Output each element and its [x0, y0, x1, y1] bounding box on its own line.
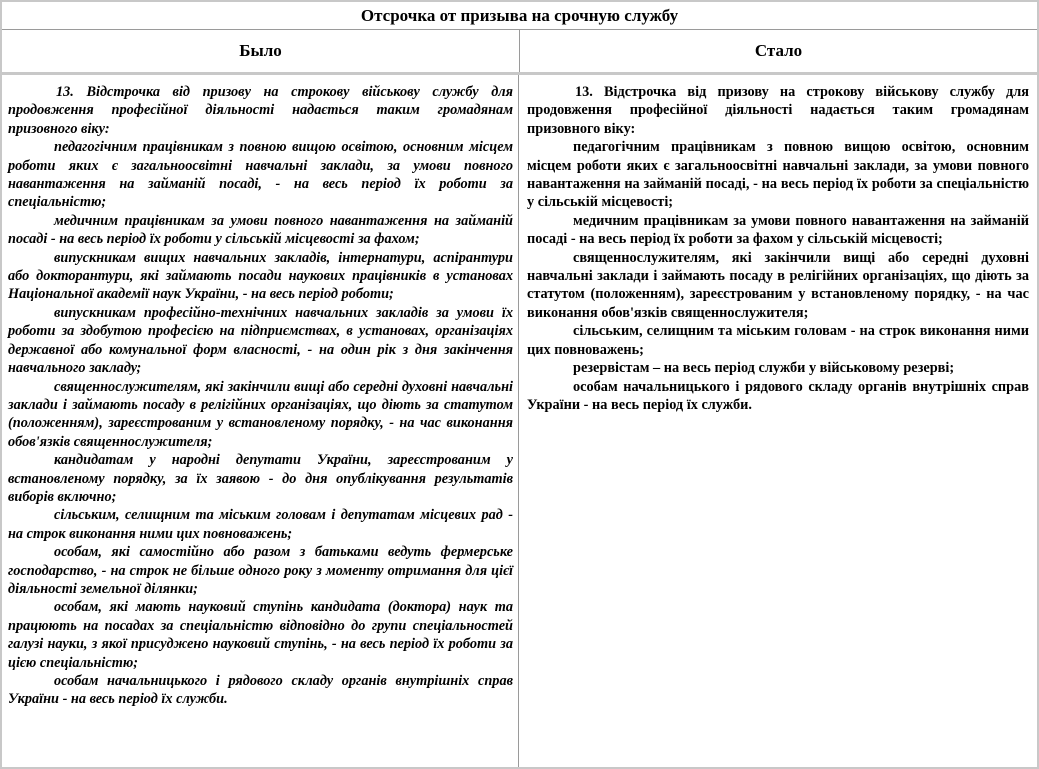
paragraph-before: священнослужителям, які закінчили вищі або середні духовні навчальні заклади і займають посаду в релігійних організаціях, що діють за статутом (положенням), зареєстрованим у встановленому порядку, - на час виконання обов'язків священнослужителя; [8, 378, 513, 450]
header-before: Было [2, 30, 520, 72]
paragraph-before: медичним працівникам за умови повного навантаження на займаній посаді - на весь період їх роботи у сільській місцевості за фахом; [8, 212, 513, 248]
paragraph-after: резервістам – на весь період служби у військовому резерві; [573, 360, 955, 377]
paragraph-before: сільським, селищним та міським головам і депутатам місцевих рад - на строк виконання ними цих повноважень; [8, 507, 513, 542]
paragraph-after: сільським, селищним та міським головам - на строк виконання ними цих повноважень; [527, 323, 1029, 358]
column-after [519, 75, 1037, 767]
paragraph-before: випускникам вищих навчальних закладів, інтернатури, аспірантури або докторантури, які займають посади наукових працівників в установах Національної академії наук України, - на весь період роботи; [8, 249, 513, 303]
paragraph-before: 13. Відстрочка від призову на строкову військову службу для продовження професійної діяльності надається таким громадянам призовного віку: [8, 84, 513, 137]
paragraph-before: випускникам професійно-технічних навчальних закладів за умови їх роботи за здобутою професією на підприємствах, в установах, організаціях державної або комунальної форм власності, - на один рік з дня закінчення навчального закладу; [8, 304, 513, 377]
paragraph-before: особам начальницького і рядового складу органів внутрішніх справ України - на весь період їх служби. [8, 673, 513, 708]
content-row [2, 75, 1037, 767]
paragraph-after: особам начальницького і рядового складу органів внутрішніх справ України - на весь період їх служби. [527, 378, 1029, 413]
header-after: Стало [754, 41, 803, 60]
paragraph-before: педагогічним працівникам з повною вищою освітою, основним місцем роботи яких є загальноосвітні навчальні заклади, за умови повного навантаження на займаній посаді, - на весь період їх роботи за спеціальністю; [8, 139, 513, 211]
column-before [2, 75, 519, 767]
paragraph-before: особам, які мають науковий ступінь кандидата (доктора) наук та працюють на посадах за спеціальністю відповідно до групи спеціальностей галузі науки, з якої присуджено науковий ступінь, - на весь період їх роботи за цією спеціальністю; [8, 599, 513, 671]
paragraph-after: педагогічним працівникам з повною вищою освітою, основним місцем роботи яких є загальноосвітні навчальні заклади, за умови повного навантаження на займаній посаді, - на весь період їх роботи за спеціальністю у сільській місцевості; [527, 139, 1029, 211]
table-title: Отсрочка от призыва на срочную службу [2, 2, 1037, 30]
paragraph-after: медичним працівникам за умови повного навантаження на займаній посаді - на весь період їх роботи за фахом у сільській місцевості; [527, 212, 1029, 248]
paragraph-before: особам, які самостійно або разом з батьками ведуть фермерське господарство, - на строк не більше одного року з моменту отримання для цієї діяльності земельної ділянки; [8, 544, 513, 597]
header-row [2, 30, 1037, 75]
paragraph-after: 13. Відстрочка від призову на строкову військову службу для продовження професійної діяльності надається таким громадянам призовного віку: [527, 84, 1029, 137]
paragraph-after: священнослужителям, які закінчили вищі або середні духовні навчальні заклади і займають посаду в релігійних організаціях, що діють за статутом (положенням), зареєстрованим у встановленому порядку, - на час виконання обов'язків священнослужителя; [527, 249, 1029, 321]
paragraph-before: кандидатам у народні депутати України, зареєстрованим у встановленому порядку, за їх заявою - до дня опублікування результатів виборів включно; [8, 452, 513, 505]
